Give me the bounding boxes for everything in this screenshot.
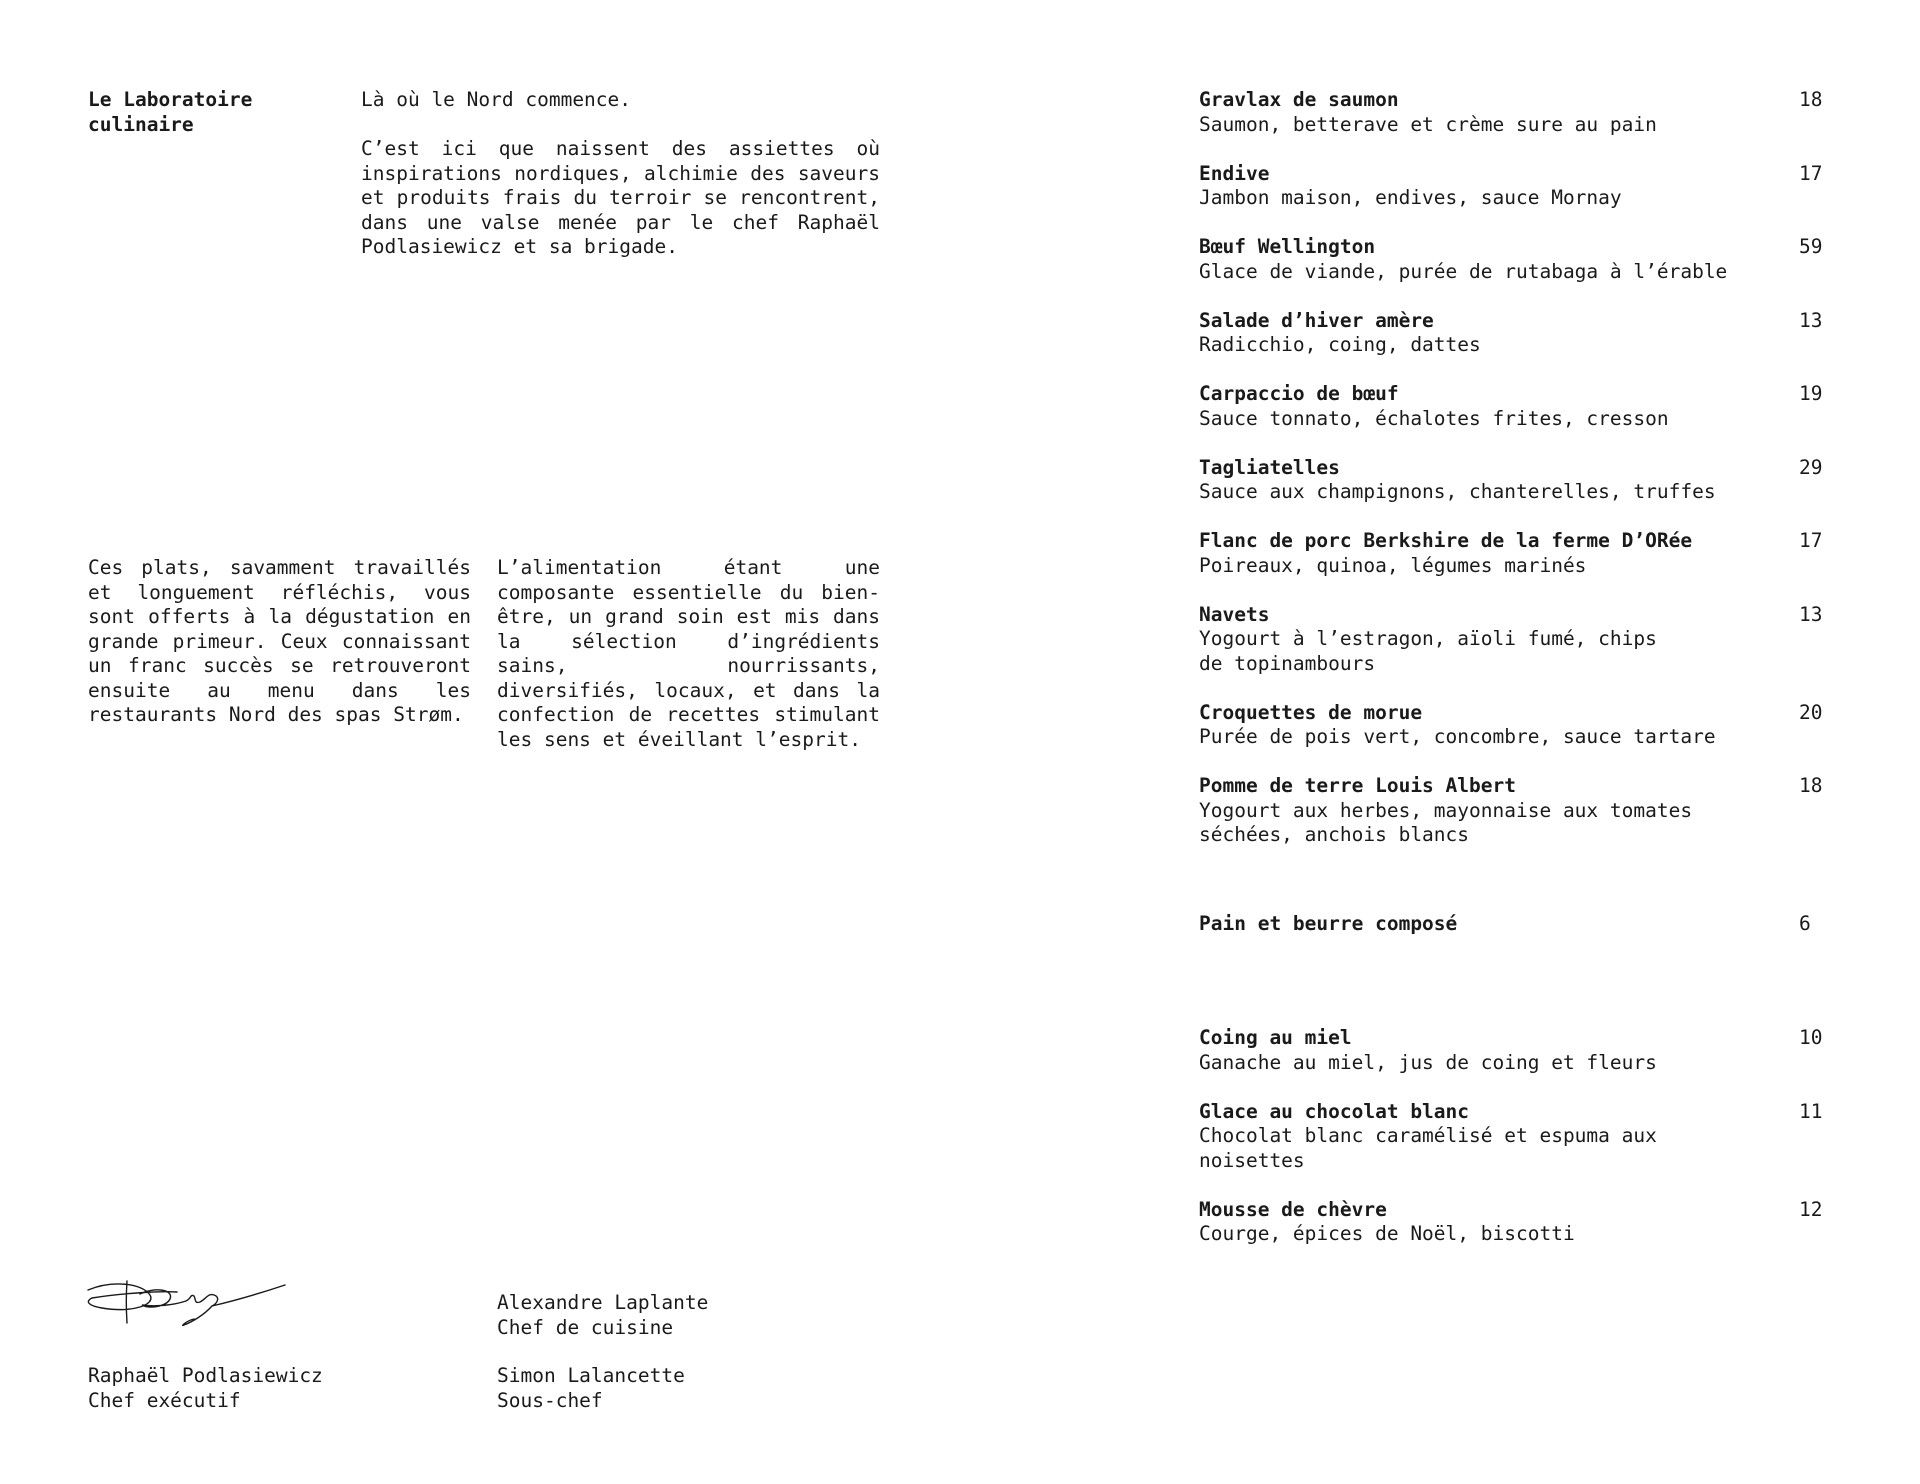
dish-name: Croquettes de morue <box>1199 700 1423 724</box>
dish-price: 18 <box>1799 88 1823 111</box>
dish-description-line-1: Yogourt à l’estragon, aïoli fumé, chips <box>1199 627 1657 650</box>
brand-line-2: culinaire <box>88 112 194 136</box>
dish-name: Bœuf Wellington <box>1199 235 1376 258</box>
dish-description: Glace de viande, purée de rutabaga à l’érable <box>1199 259 1728 283</box>
dessert-item <box>1199 1026 1824 1075</box>
executive-chef-name: Raphaël Podlasiewicz <box>88 1364 323 1387</box>
dish-price: 29 <box>1799 455 1823 479</box>
dish-name: Endive <box>1199 161 1270 185</box>
sous-chef-title: Sous-chef <box>497 1388 603 1412</box>
dessert-item <box>1199 1198 1824 1247</box>
dish-name: Tagliatelles <box>1199 455 1340 479</box>
dish-price: 18 <box>1799 774 1823 797</box>
dessert-price: 10 <box>1799 1026 1823 1049</box>
dessert-description: Chocolat blanc caramélisé et espuma aux noisettes <box>1199 1124 1657 1172</box>
dish-description-line-2: de topinambours <box>1199 651 1376 675</box>
menu-item <box>1199 603 1824 677</box>
dish-name: Carpaccio de bœuf <box>1199 382 1399 405</box>
chef-de-cuisine-name: Alexandre Laplante <box>497 1291 709 1314</box>
chef-de-cuisine-title: Chef de cuisine <box>497 1315 674 1339</box>
executive-chef-credit <box>88 1364 448 1413</box>
menu-list <box>1199 88 1824 1271</box>
dish-price: 13 <box>1799 602 1823 626</box>
section-spacer <box>1199 961 1824 1026</box>
menu-item <box>1199 529 1824 578</box>
dish-price: 20 <box>1799 700 1823 724</box>
dish-description-line-1: Yogourt aux herbes, mayonnaise aux tomates <box>1199 798 1693 822</box>
menu-item <box>1199 162 1824 211</box>
tagline: Là où le Nord commence. <box>361 88 632 111</box>
dish-description: Poireaux, quinoa, légumes marinés <box>1199 553 1587 577</box>
dessert-description: Ganache au miel, jus de coing et fleurs <box>1199 1050 1657 1074</box>
dessert-item <box>1199 1100 1824 1174</box>
section-spacer <box>1199 872 1824 912</box>
dish-description: Saumon, betterave et crème sure au pain <box>1199 112 1657 136</box>
dessert-name: Glace au chocolat blanc <box>1199 1099 1470 1123</box>
dish-description: Jambon maison, endives, sauce Mornay <box>1199 186 1622 209</box>
executive-chef-title: Chef exécutif <box>88 1388 241 1412</box>
text-column-right: L’alimentation étant une composante essentielle du bien-être, un grand soin est mis dans la sélection d’ingrédients sains, nourrissants, diversifiés, locaux, et dans la confection de recettes stimulant les sens et éveillant l’esprit. <box>497 556 880 751</box>
menu-item <box>1199 701 1824 750</box>
dish-price: 13 <box>1799 308 1823 332</box>
sous-chef-credit <box>497 1364 857 1413</box>
dessert-name: Coing au miel <box>1199 1026 1352 1049</box>
dessert-description: Courge, épices de Noël, biscotti <box>1199 1222 1575 1245</box>
dish-price: 17 <box>1799 529 1823 552</box>
dish-description: Radicchio, coing, dattes <box>1199 333 1481 356</box>
dish-name: Salade d’hiver amère <box>1199 308 1434 332</box>
dish-name: Gravlax de saumon <box>1199 88 1399 111</box>
dish-description: Sauce tonnato, échalotes frites, cresson <box>1199 406 1669 430</box>
brand-title <box>88 88 328 137</box>
sous-chef-name: Simon Lalancette <box>497 1364 685 1387</box>
signature-icon <box>82 1275 287 1335</box>
intro-paragraph: C’est ici que naissent des assiettes où inspirations nordiques, alchimie des saveurs et produits frais du terroir se rencontrent, dans une valse menée par le chef Raphaël Podlasiewicz et sa brigade. <box>361 137 880 258</box>
dish-name: Navets <box>1199 602 1270 626</box>
intro-block <box>361 88 880 260</box>
menu-item <box>1199 774 1824 848</box>
dish-name: Pomme de terre Louis Albert <box>1199 774 1516 797</box>
dish-price: 17 <box>1799 161 1823 185</box>
dish-price: 59 <box>1799 235 1823 258</box>
text-column-left: Ces plats, savamment travaillés et longuement réfléchis, vous sont offerts à la dégustation en grande primeur. Ceux connaissant un franc succès se retrouveront ensuite au menu dans les restaurants Nord des spas Strøm. <box>88 556 471 726</box>
menu-item <box>1199 309 1824 358</box>
dessert-name: Mousse de chèvre <box>1199 1197 1387 1221</box>
brand-line-1: Le Laboratoire <box>88 88 253 111</box>
dish-name: Flanc de porc Berkshire de la ferme D’ORée <box>1199 529 1693 552</box>
menu-item <box>1199 382 1824 431</box>
dish-price: 19 <box>1799 382 1823 405</box>
chef-de-cuisine-credit <box>497 1291 857 1340</box>
dish-description-line-2: séchées, anchois blancs <box>1199 823 1470 846</box>
dish-description: Sauce aux champignons, chanterelles, truffes <box>1199 480 1716 503</box>
menu-item <box>1199 456 1824 505</box>
dessert-price: 12 <box>1799 1197 1823 1221</box>
dessert-price: 11 <box>1799 1099 1823 1123</box>
dish-description: Purée de pois vert, concombre, sauce tartare <box>1199 725 1716 748</box>
bread-price: 6 <box>1799 912 1811 935</box>
menu-item <box>1199 88 1824 137</box>
menu-item <box>1199 235 1824 284</box>
bread-name: Pain et beurre composé <box>1199 912 1458 935</box>
bread-item <box>1199 912 1824 937</box>
